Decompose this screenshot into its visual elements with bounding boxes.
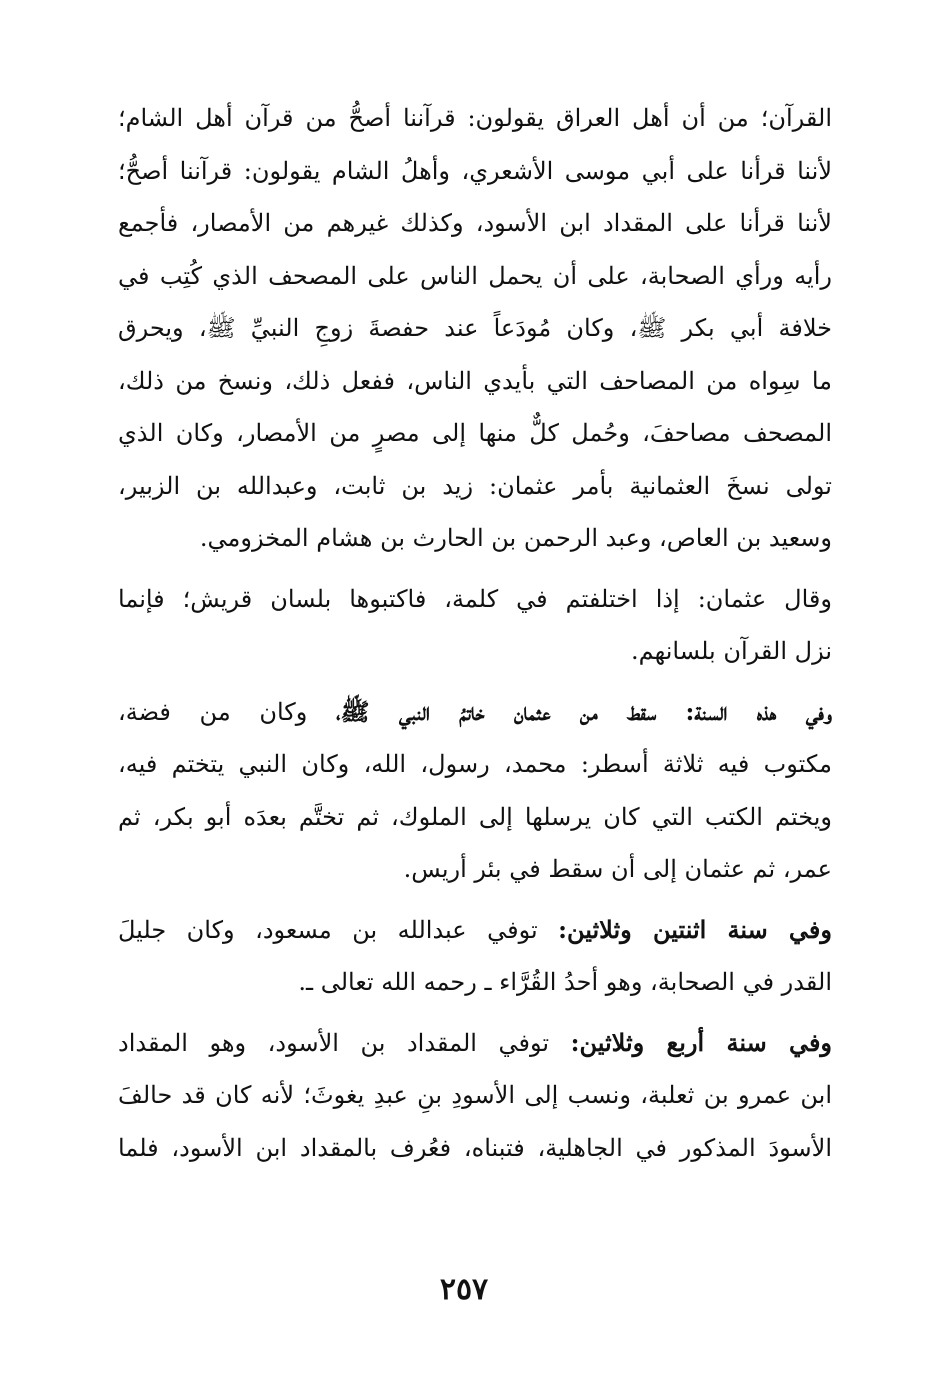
- text-line: [118, 1017, 832, 1070]
- paragraph-lead: وفي هذه السنة: سقط من عثمان خاتمُ النبي ﷺ،: [335, 696, 832, 726]
- page-body: [118, 92, 832, 1182]
- text-line: ابن عمرو بن ثعلبة، ونسب إلى الأسودِ بنِ عبدِ يغوثَ؛ لأنه كان قد حالفَ: [118, 1081, 832, 1109]
- text-line: الأسودَ المذكور في الجاهلية، فتبناه، فعُرف بالمقداد ابن الأسود، فلما: [118, 1133, 832, 1162]
- text-line: رأيه ورأي الصحابة، على أن يحمل الناس على المصحف الذي كُتِب في: [118, 261, 832, 290]
- text-line: عمر، ثم عثمان إلى أن سقط في بئر أريس.: [403, 855, 832, 883]
- text-line: لأننا قرأنا على المقداد ابن الأسود، وكذلك غيرهم من الأمصار، فأجمع: [118, 209, 832, 237]
- text-line: ما سِواه من المصاحف التي بأيدي الناس، ففعل ذلك، ونسخ من ذلك،: [118, 366, 832, 395]
- text-segment: توفي المقداد بن الأسود، وهو المقداد: [118, 1028, 571, 1057]
- text-line: مكتوب فيه ثلاثة أسطر: محمد، رسول، الله، وكان النبي يتختم فيه،: [118, 750, 832, 778]
- text-line: [118, 686, 832, 739]
- text-line: تولى نسخَ العثمانية بأمر عثمان: زيد بن ثابت، وعبدالله بن الزبير،: [118, 471, 832, 500]
- paragraph: [118, 904, 832, 1009]
- paragraph: [118, 686, 832, 896]
- text-line: نزل القرآن بلسانهم.: [631, 637, 832, 665]
- text-line: وقال عثمان: إذا اختلفتم في كلمة، فاكتبوها بلسان قريش؛ فإنما: [118, 584, 832, 613]
- paragraph: [118, 573, 832, 678]
- text-line: لأننا قرأنا على أبي موسى الأشعري، وأهلُ الشام يقولون: قرآننا أصحُّ؛: [118, 156, 832, 185]
- paragraph: [118, 92, 832, 565]
- text-segment: توفي عبدالله بن مسعود، وكان جليلَ: [118, 915, 559, 944]
- text-line: ويختم الكتب التي كان يرسلها إلى الملوك، ثم تختَّم بعدَه أبو بكر، ثم: [118, 802, 832, 831]
- text-line: القدر في الصحابة، وهو أحدُ القُرَّاء ـ رحمه الله تعالى ـ.: [298, 968, 832, 996]
- paragraph-lead: وفي سنة اثنتين وثلاثين:: [558, 914, 832, 944]
- paragraph-lead: وفي سنة أربع وثلاثين:: [570, 1027, 832, 1057]
- text-line: [118, 904, 832, 957]
- text-segment: وكان من فضة،: [118, 697, 336, 726]
- paragraph: [118, 1017, 832, 1175]
- text-line: وسعيد بن العاص، وعبد الرحمن بن الحارث بن هشام المخزومي.: [199, 524, 832, 552]
- text-line: القرآن؛ من أن أهل العراق يقولون: قرآننا أصحُّ من قرآن أهل الشام؛: [118, 104, 832, 132]
- text-line: المصحف مصاحفَ، وحُمل كلٌّ منها إلى مصرٍ من الأمصار، وكان الذي: [118, 419, 832, 447]
- page-number: ٢٥٧: [439, 1272, 489, 1307]
- text-line: خلافة أبي بكر ﷺ، وكان مُودَعاً عند حفصةَ زوجِ النبيِّ ﷺ، ويحرق: [118, 314, 832, 342]
